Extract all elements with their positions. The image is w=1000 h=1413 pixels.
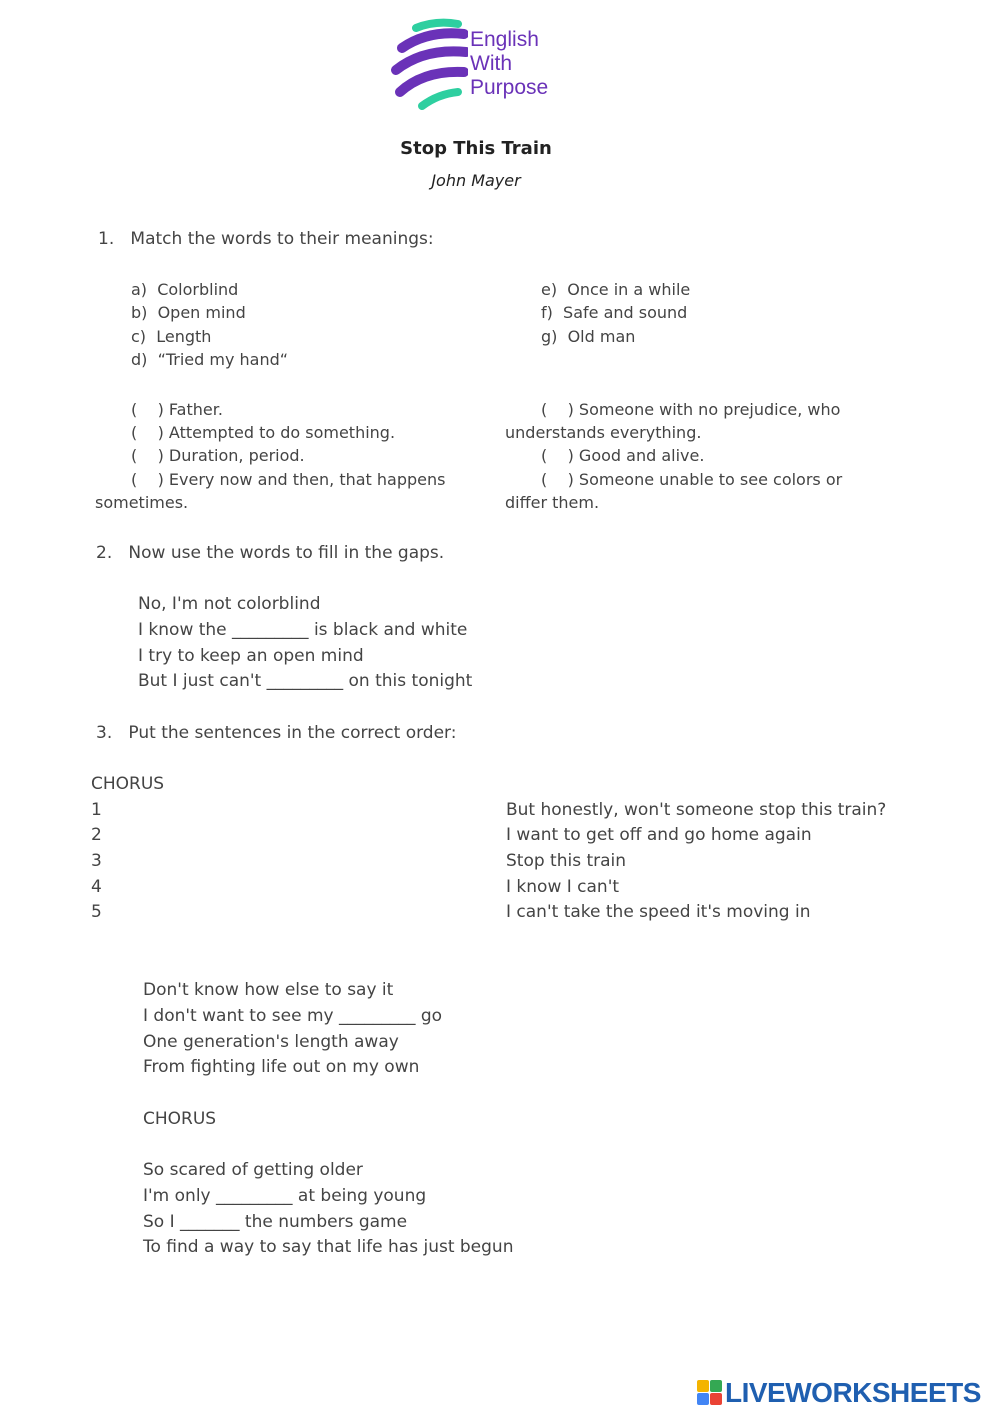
logo-line-1: English — [470, 28, 539, 51]
verse3-line-2: I'm only _________ at being young — [143, 1186, 427, 1206]
verse3-line-3: So I _______ the numbers game — [143, 1212, 408, 1232]
order-number-4: 4 — [91, 877, 102, 897]
q1-heading: 1. Match the words to their meanings: — [98, 229, 434, 249]
q2-heading: 2. Now use the words to fill in the gaps. — [96, 543, 445, 563]
artist-name: John Mayer — [431, 171, 521, 190]
word-e: e) Once in a while — [541, 280, 691, 299]
verse2-line-2: I don't want to see my _________ go — [143, 1006, 443, 1026]
order-sentence-5: I can't take the speed it's moving in — [506, 902, 811, 922]
page-title: Stop This Train — [400, 138, 552, 159]
word-a: a) Colorblind — [131, 280, 239, 299]
meaning-left-1: ( ) Father. — [131, 400, 223, 419]
liveworksheets-icon — [697, 1380, 723, 1406]
chorus-label-2: CHORUS — [143, 1109, 217, 1129]
meaning-left-3: ( ) Duration, period. — [131, 446, 305, 465]
verse2-line-3: One generation's length away — [143, 1032, 399, 1052]
word-f: f) Safe and sound — [541, 303, 688, 322]
word-b: b) Open mind — [131, 303, 246, 322]
q2-line-4: But I just can't _________ on this tonight — [138, 671, 473, 691]
chorus-label: CHORUS — [91, 774, 165, 794]
order-number-3: 3 — [91, 851, 102, 871]
verse3-line-4: To find a way to say that life has just begun — [143, 1237, 514, 1257]
verse3-line-1: So scared of getting older — [143, 1160, 363, 1180]
meaning-left-4-cont: sometimes. — [95, 493, 189, 512]
q2-line-3: I try to keep an open mind — [138, 646, 364, 666]
word-c: c) Length — [131, 327, 212, 346]
word-g: g) Old man — [541, 327, 636, 346]
q3-heading: 3. Put the sentences in the correct order: — [96, 723, 457, 743]
meaning-right-1: ( ) Someone with no prejudice, who — [541, 400, 841, 419]
logo-line-2: With — [470, 52, 512, 75]
logo-text — [470, 28, 548, 100]
order-sentence-4: I know I can't — [506, 877, 620, 897]
meaning-right-3-cont: differ them. — [505, 493, 600, 512]
order-sentence-2: I want to get off and go home again — [506, 825, 812, 845]
liveworksheets-text: LIVEWORKSHEETS — [725, 1377, 981, 1408]
word-d: d) “Tried my hand“ — [131, 350, 289, 369]
verse2-line-1: Don't know how else to say it — [143, 980, 394, 1000]
meaning-left-2: ( ) Attempted to do something. — [131, 423, 396, 442]
logo — [388, 18, 568, 114]
meaning-right-3: ( ) Someone unable to see colors or — [541, 470, 843, 489]
q2-line-2: I know the _________ is black and white — [138, 620, 468, 640]
order-number-2: 2 — [91, 825, 102, 845]
meaning-left-4: ( ) Every now and then, that happens — [131, 470, 446, 489]
order-number-5: 5 — [91, 902, 102, 922]
logo-line-3: Purpose — [470, 76, 549, 99]
logo-swirl-icon — [388, 18, 468, 114]
order-sentence-3: Stop this train — [506, 851, 627, 871]
order-number-1: 1 — [91, 800, 102, 820]
verse2-line-4: From fighting life out on my own — [143, 1057, 420, 1077]
q2-line-1: No, I'm not colorblind — [138, 594, 321, 614]
order-sentence-1: But honestly, won't someone stop this train? — [506, 800, 887, 820]
meaning-right-1-cont: understands everything. — [505, 423, 702, 442]
meaning-right-2: ( ) Good and alive. — [541, 446, 705, 465]
